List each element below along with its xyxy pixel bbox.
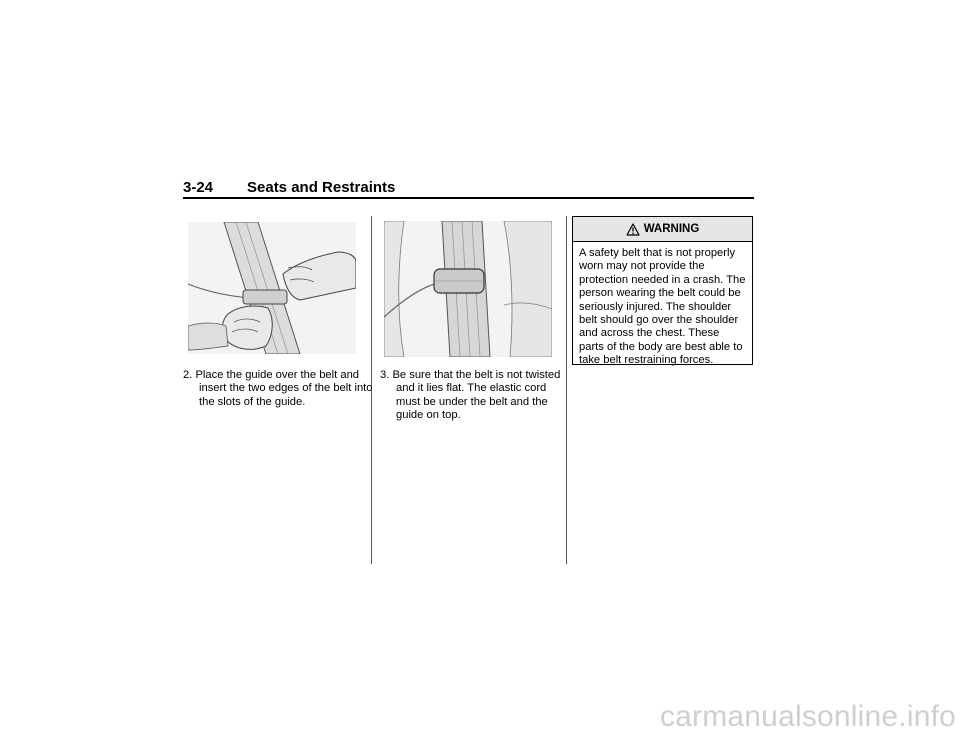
page-number: 3-24 [183,179,214,196]
illustration-belt-flat [384,221,552,357]
header-rule [183,197,754,199]
step-2-text: 2. Place the guide over the belt and insert the two edges of the belt into the slots of the guide. [183,369,373,408]
warning-body: A safety belt that is not properly worn may not provide the protection needed in a crash. The person wearing the belt could be seriously injured. The shoulder belt should go over the shoulder and across the chest. These parts of the body are best able to take belt restraining forces. [579,247,746,367]
belt-guide-shoulder-drawing [384,221,552,357]
illustration-guide-placement [188,222,356,354]
warning-header [573,217,752,242]
belt-guide-hands-drawing [188,222,356,354]
warning-box [572,216,753,365]
warning-title: WARNING [643,223,700,235]
page-header [183,179,753,199]
step-3-text: 3. Be sure that the belt is not twisted and it lies flat. The elastic cord must be under the belt and the guide on top. [380,369,561,422]
section-title: Seats and Restraints [247,179,396,196]
watermark: carmanualsonline.info [659,700,956,733]
warning-triangle-icon [626,223,640,236]
